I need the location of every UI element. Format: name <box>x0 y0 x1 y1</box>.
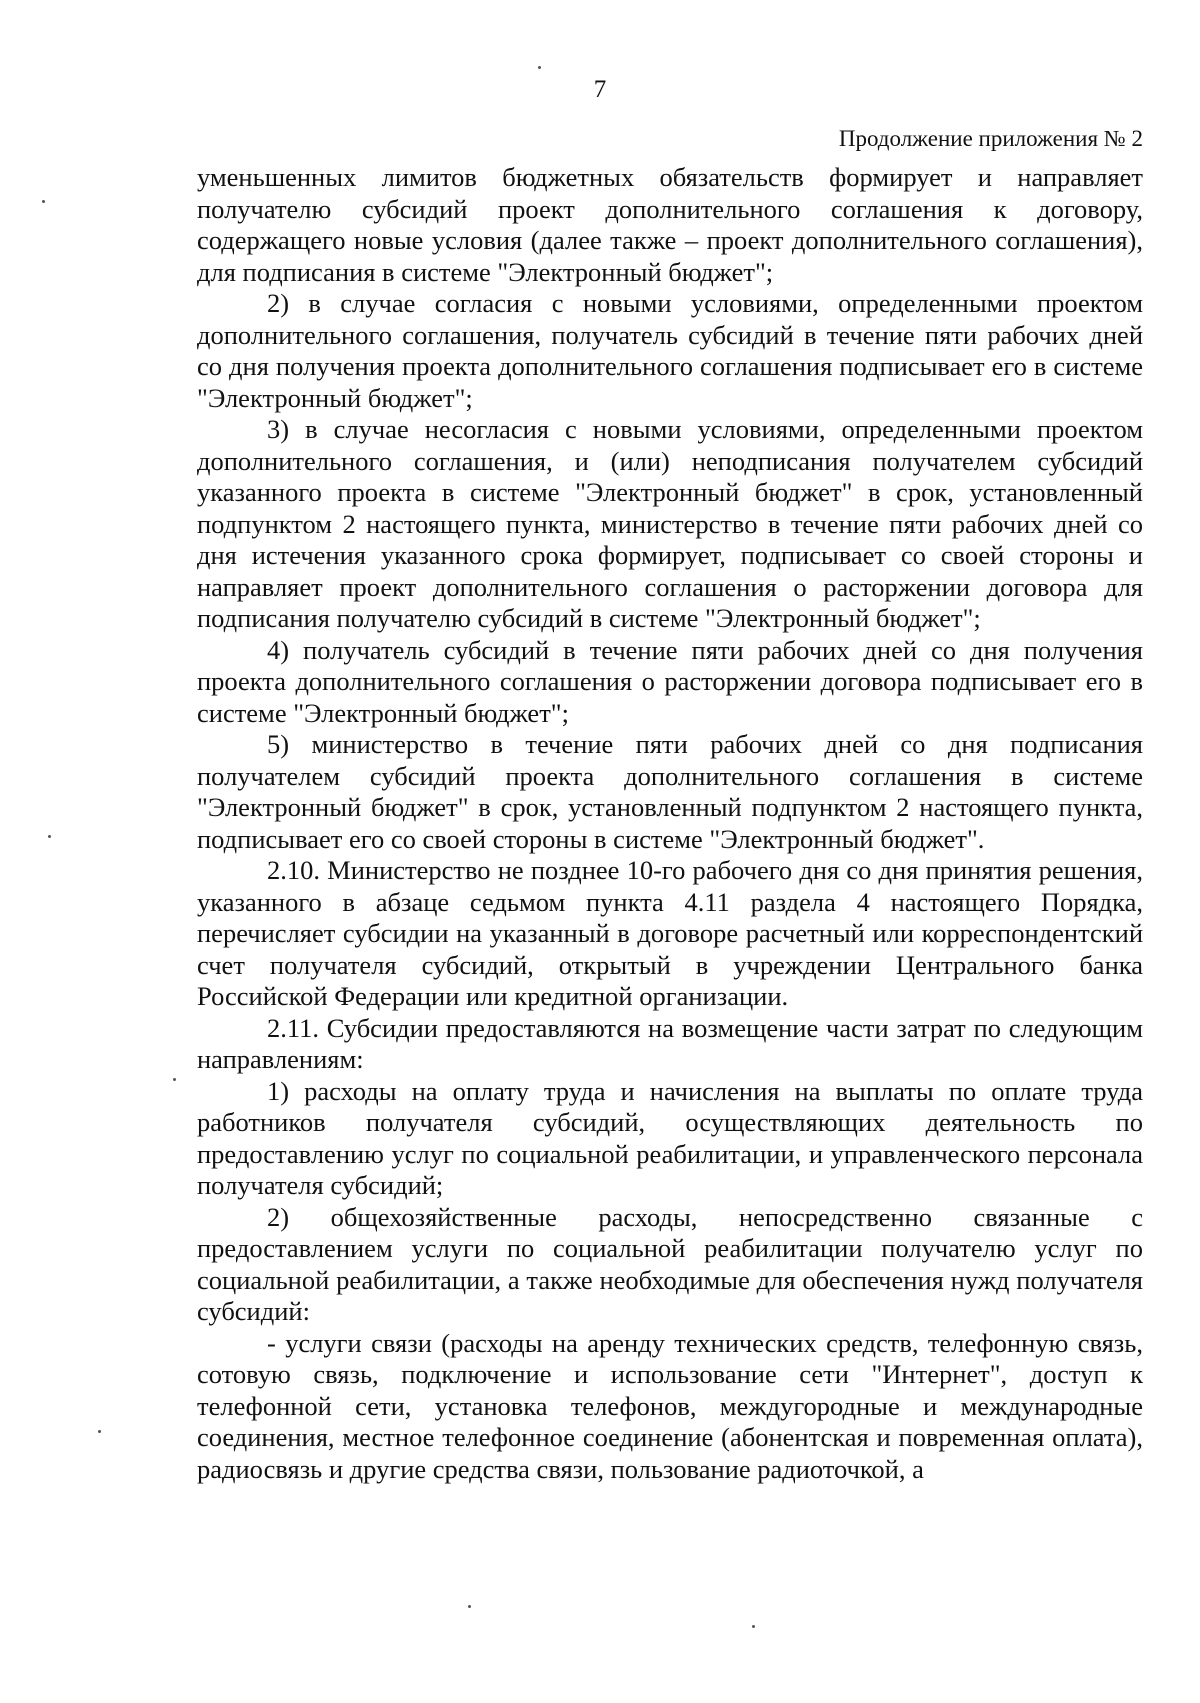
scan-speck <box>98 1430 101 1433</box>
paragraph-item-2: 2) в случае согласия с новыми условиями, определенными проектом дополнительного соглашения, получатель субсидий в течение пяти рабочих дней со дня получения проекта дополнительного соглашения подписывает его в системе "Электронный бюджет"; <box>197 288 1143 413</box>
paragraph-communication-services: - услуги связи (расходы на аренду технических средств, телефонную связь, сотовую связь, подключение и использование сети "Интернет", доступ к телефонной сети, установка телефонов, междугородные и международные соединения, местное телефонное соединение (абонентская и повременная оплата), радиосвязь и другие средства связи, пользование радиоточкой, а <box>197 1327 1143 1484</box>
document-body <box>197 162 1143 1485</box>
appendix-note: Продолжение приложения № 2 <box>838 126 1143 151</box>
paragraph-item-5: 5) министерство в течение пяти рабочих дней со дня подписания получателем субсидий проекта дополнительного соглашения в системе "Электронный бюджет" в срок, установленный подпунктом 2 настоящего пункта, подписывает его со своей стороны в системе "Электронный бюджет". <box>197 729 1143 854</box>
paragraph-continuation: уменьшенных лимитов бюджетных обязательств формирует и направляет получателю субсидий проект дополнительного соглашения к договору, содержащего новые условия (далее также – проект дополнительного соглашения), для подписания в системе "Электронный бюджет"; <box>197 162 1143 287</box>
scan-speck <box>752 1625 755 1628</box>
scan-speck <box>173 1078 176 1081</box>
scan-speck <box>48 835 51 838</box>
paragraph-expense-2: 2) общехозяйственные расходы, непосредственно связанные с предоставлением услуги по социальной реабилитации получателю услуг по социальной реабилитации, а также необходимые для обеспечения нужд получателя субсидий: <box>197 1201 1143 1326</box>
paragraph-item-3: 3) в случае несогласия с новыми условиями, определенными проектом дополнительного соглашения, и (или) неподписания получателем субсидий указанного проекта в системе "Электронный бюджет" в срок, установленный подпунктом 2 настоящего пункта, министерство в течение пяти рабочих дней со дня истечения указанного срока формирует, подписывает со своей стороны и направляет проект дополнительного соглашения о расторжении договора для подписания получателю субсидий в системе "Электронный бюджет"; <box>197 414 1143 633</box>
paragraph-clause-2-11: 2.11. Субсидии предоставляются на возмещение части затрат по следующим направлениям: <box>197 1012 1143 1074</box>
page-number: 7 <box>593 76 607 103</box>
scan-speck <box>42 200 45 203</box>
paragraph-item-4: 4) получатель субсидий в течение пяти рабочих дней со дня получения проекта дополнительного соглашения о расторжении договора подписывает его в системе "Электронный бюджет"; <box>197 634 1143 728</box>
scan-speck <box>538 66 541 69</box>
paragraph-clause-2-10: 2.10. Министерство не позднее 10-го рабочего дня со дня принятия решения, указанного в абзаце седьмом пункта 4.11 раздела 4 настоящего Порядка, перечисляет субсидии на указанный в договоре расчетный или корреспондентский счет получателя субсидий, открытый в учреждении Центрального банка Российской Федерации или кредитной организации. <box>197 855 1143 1011</box>
scan-speck <box>468 1605 471 1608</box>
paragraph-expense-1: 1) расходы на оплату труда и начисления на выплаты по оплате труда работников получателя субсидий, осуществляющих деятельность по предоставлению услуг по социальной реабилитации, и управленческого персонала получателя субсидий; <box>197 1075 1143 1200</box>
